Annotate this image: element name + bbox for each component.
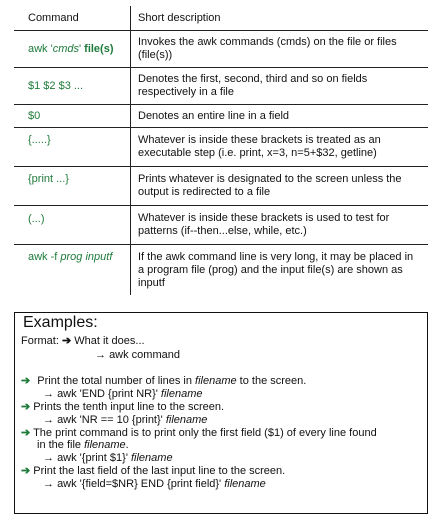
description-cell: Denotes the first, second, third and so on fields respectively in a file [138,73,368,98]
example-item: ➔ The print command is to print only the first field ($1) of every line found [21,427,377,439]
example-command: → awk '{field=$NR} END {print field}' filename [43,478,266,490]
example-command: → awk '{print $1}' filename [43,452,173,464]
command-cell: awk -f prog inputf [28,251,113,263]
command-cell: $1 $2 $3 ... [28,80,84,92]
thin-right-arrow-icon: → [95,349,106,361]
header-description: Short description [138,12,221,24]
command-table [14,6,428,295]
thin-right-arrow-icon: → [43,414,54,426]
description-cell: Whatever is inside these brackets is treated as an executable step (i.e. print, x=3, n=5+$32, getline) [138,134,381,159]
command-cell: (...) [28,213,45,225]
description-cell: Denotes an entire line in a field [138,110,290,122]
table-row [14,128,428,167]
thin-right-arrow-icon: → [43,452,54,464]
example-item-line2: in the file filename. [37,439,129,451]
example-item: ➔ Prints the tenth input line to the screen. [21,401,225,413]
command-cell: {.....} [28,134,51,146]
table-row [14,206,428,245]
description-cell: Prints whatever is designated to the screen unless the output is redirected to a file [138,173,402,198]
description-cell: Invokes the awk commands (cmds) on the file or files (file(s)) [138,36,397,61]
command-cell: awk 'cmds' file(s) [28,43,114,55]
bold-right-arrow-icon: ➔ [21,427,31,439]
format-what-it-does: What it does... [74,335,145,347]
table-row [14,105,428,128]
command-cell: $0 [28,110,41,122]
format-line-2 [95,349,180,361]
example-command: → awk 'NR == 10 {print}' filename [43,414,208,426]
examples-box [14,312,428,514]
example-item: ➔ Print the total number of lines in filename to the screen. [21,375,307,387]
header-command: Command [28,12,79,24]
bold-right-arrow-icon: ➔ [21,375,31,387]
description-cell: If the awk command line is very long, it may be placed in a program file (prog) and the input file(s) are shown as inputf [138,251,414,289]
thin-right-arrow-icon: → [43,478,54,490]
format-awk-command: awk command [109,349,180,361]
thin-right-arrow-icon: → [43,388,54,400]
bold-right-arrow-icon: ➔ [61,335,72,347]
format-line [21,335,145,347]
table-row [14,31,428,68]
table-header-row [14,6,428,31]
examples-title: Examples: [23,314,98,331]
description-cell: Whatever is inside these brackets is used to test for patterns (if--then...else, while, etc.) [138,212,390,237]
example-item: ➔ Print the last field of the last input line to the screen. [21,465,286,477]
table-row [14,68,428,105]
command-cell: {print ...} [28,173,69,185]
table-row [14,167,428,206]
format-label: Format: [21,335,59,347]
bold-right-arrow-icon: ➔ [21,401,31,413]
table-row [14,245,428,295]
bold-right-arrow-icon: ➔ [21,465,31,477]
example-command: → awk 'END {print NR}' filename [43,388,203,400]
